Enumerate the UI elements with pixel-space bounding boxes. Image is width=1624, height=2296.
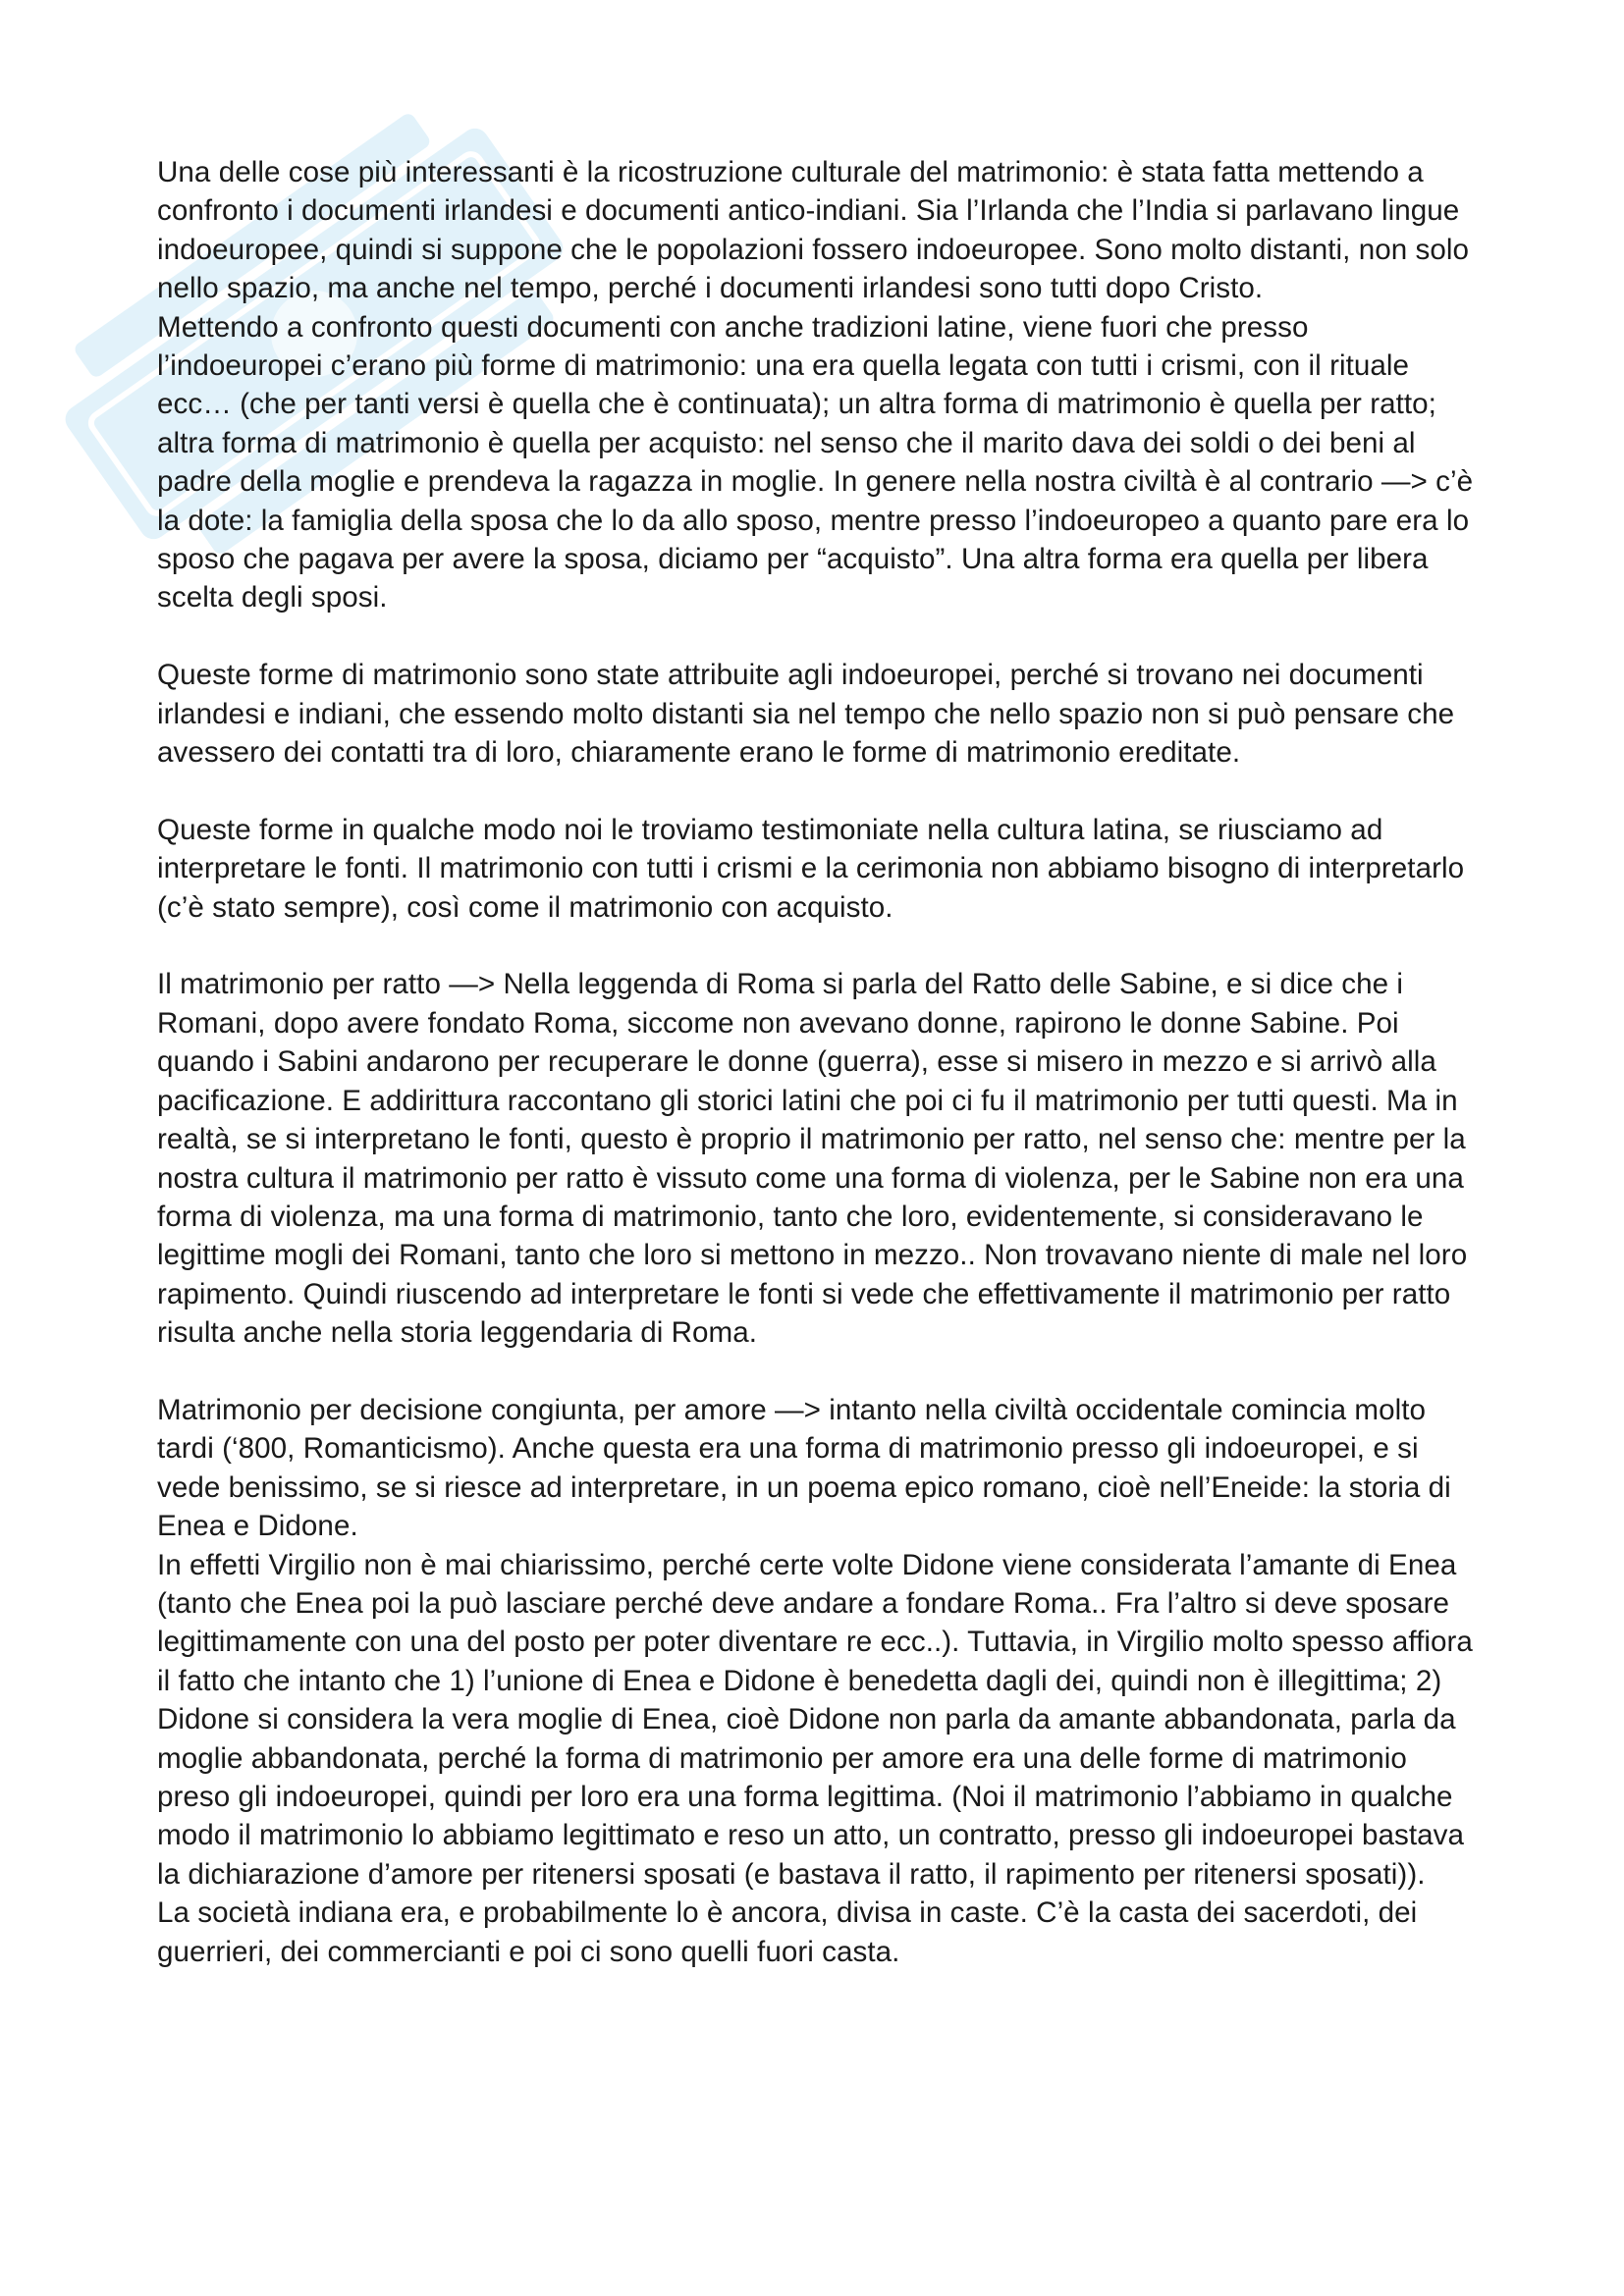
paragraph-caste-indiane: La società indiana era, e probabilmente lo è ancora, divisa in caste. C’è la casta dei sacerdoti, dei guerrieri, dei commercianti e poi ci sono quelli fuori casta.: [157, 1896, 1418, 1968]
paragraph-spacer: [157, 1353, 1478, 1391]
paragraph-spacer: [157, 772, 1478, 810]
paragraph-cultura-latina: Queste forme in qualche modo noi le troviamo testimoniate nella cultura latina, se riusciamo ad interpretare le fonti. Il matrimonio con tutti i crismi e la cerimonia non abbiamo bisogno di interpretarlo (c’è stato sempre), così come il matrimonio con acquisto.: [157, 813, 1465, 924]
paragraph-spacer: [157, 927, 1478, 965]
paragraph-matrimonio-per-ratto: Il matrimonio per ratto —> Nella leggenda di Roma si parla del Ratto delle Sabine, e si dice che i Romani, dopo avere fondato Roma, siccome non avevano donne, rapirono le donne Sabine. Poi quando i Sabini andarono per recuperare le donne (guerra), esse si misero in mezzo e si arrivò alla pacificazione. E addirittura raccontano gli storici latini che poi ci fu il matrimonio per tutti questi. Ma in realtà, se si interpretano le fonti, questo è proprio il matrimonio per ratto, nel senso che: mentre per la nostra cultura il matrimonio per ratto è vissuto come una forma di violenza, per le Sabine non era una forma di violenza, ma una forma di matrimonio, tanto che loro, evidentemente, si consideravano le legittime mogli dei Romani, tanto che loro si mettono in mezzo.. Non trovavano niente di male nel loro rapimento. Quindi riuscendo ad interpretare le fonti si vede che effettivamente il matrimonio per ratto risulta anche nella storia leggendaria di Roma.: [157, 968, 1468, 1350]
paragraph-virgilio-didone: In effetti Virgilio non è mai chiarissimo, perché certe volte Didone viene considerata l’amante di Enea (tanto che Enea poi la può lasciare perché deve andare a fondare Roma.. Fra l’altro si deve sposare legittimamente con una del posto per poter diventare re ecc..). Tuttavia, in Virgilio molto spesso affiora il fatto che intanto che 1) l’unione di Enea e Didone è benedetta dagli dei, quindi non è illegittima; 2) Didone si considera la vera moglie di Enea, cioè Didone non parla da amante abbandonata, parla da moglie abbandonata, perché la forma di matrimonio per amore era una delle forme di matrimonio preso gli indoeuropei, quindi per loro era una forma legittima. (Noi il matrimonio l’abbiamo in qualche modo il matrimonio lo abbiamo legittimato e reso un atto, un contratto, presso gli indoeuropei bastava la dichiarazione d’amore per ritenersi sposati (e bastava il ratto, il rapimento per ritenersi sposati)).: [157, 1548, 1473, 1891]
paragraph-matrimonio-per-amore: Matrimonio per decisione congiunta, per amore —> intanto nella civiltà occidentale comincia molto tardi (‘800, Romanticismo). Anche questa era una forma di matrimonio presso gli indoeuropei, e si vede benissimo, se si riesce ad interpretare, in un poema epico romano, cioè nell’Eneide: la storia di Enea e Didone.: [157, 1393, 1451, 1543]
paragraph-matrimonio-ricostruzione: Una delle cose più interessanti è la ricostruzione culturale del matrimonio: è stata fatta mettendo a confronto i documenti irlandesi e documenti antico-indiani. Sia l’Irlanda che l’India si parlavano lingue indoeuropee, quindi si suppone che le popolazioni fossero indoeuropee. Sono molto distanti, non solo nello spazio, ma anche nel tempo, perché i documenti irlandesi sono tutti dopo Cristo.: [157, 156, 1470, 305]
paragraph-forme-matrimonio: Mettendo a confronto questi documenti con anche tradizioni latine, viene fuori che presso l’indoeuropei c’erano più forme di matrimonio: una era quella legata con tutti i crismi, con il rituale ecc… (che per tanti versi è quella che è continuata); un altra forma di matrimonio è quella per ratto; altra forma di matrimonio è quella per acquisto: nel senso che il marito dava dei soldi o dei beni al padre della moglie e prendeva la ragazza in moglie. In genere nella nostra civiltà è al contrario —> c’è la dote: la famiglia della sposa che lo da allo sposo, mentre presso l’indoeuropeo a quanto pare era lo sposo che pagava per avere la sposa, diciamo per “acquisto”. Una altra forma era quella per libera scelta degli sposi.: [157, 310, 1474, 614]
paragraph-spacer: [157, 617, 1478, 656]
document-body: [157, 153, 1478, 1971]
paragraph-attribuzione-indoeuropei: Queste forme di matrimonio sono state attribuite agli indoeuropei, perché si trovano nei documenti irlandesi e indiani, che essendo molto distanti sia nel tempo che nello spazio non si può pensare che avessero dei contatti tra di loro, chiaramente erano le forme di matrimonio ereditate.: [157, 659, 1455, 770]
